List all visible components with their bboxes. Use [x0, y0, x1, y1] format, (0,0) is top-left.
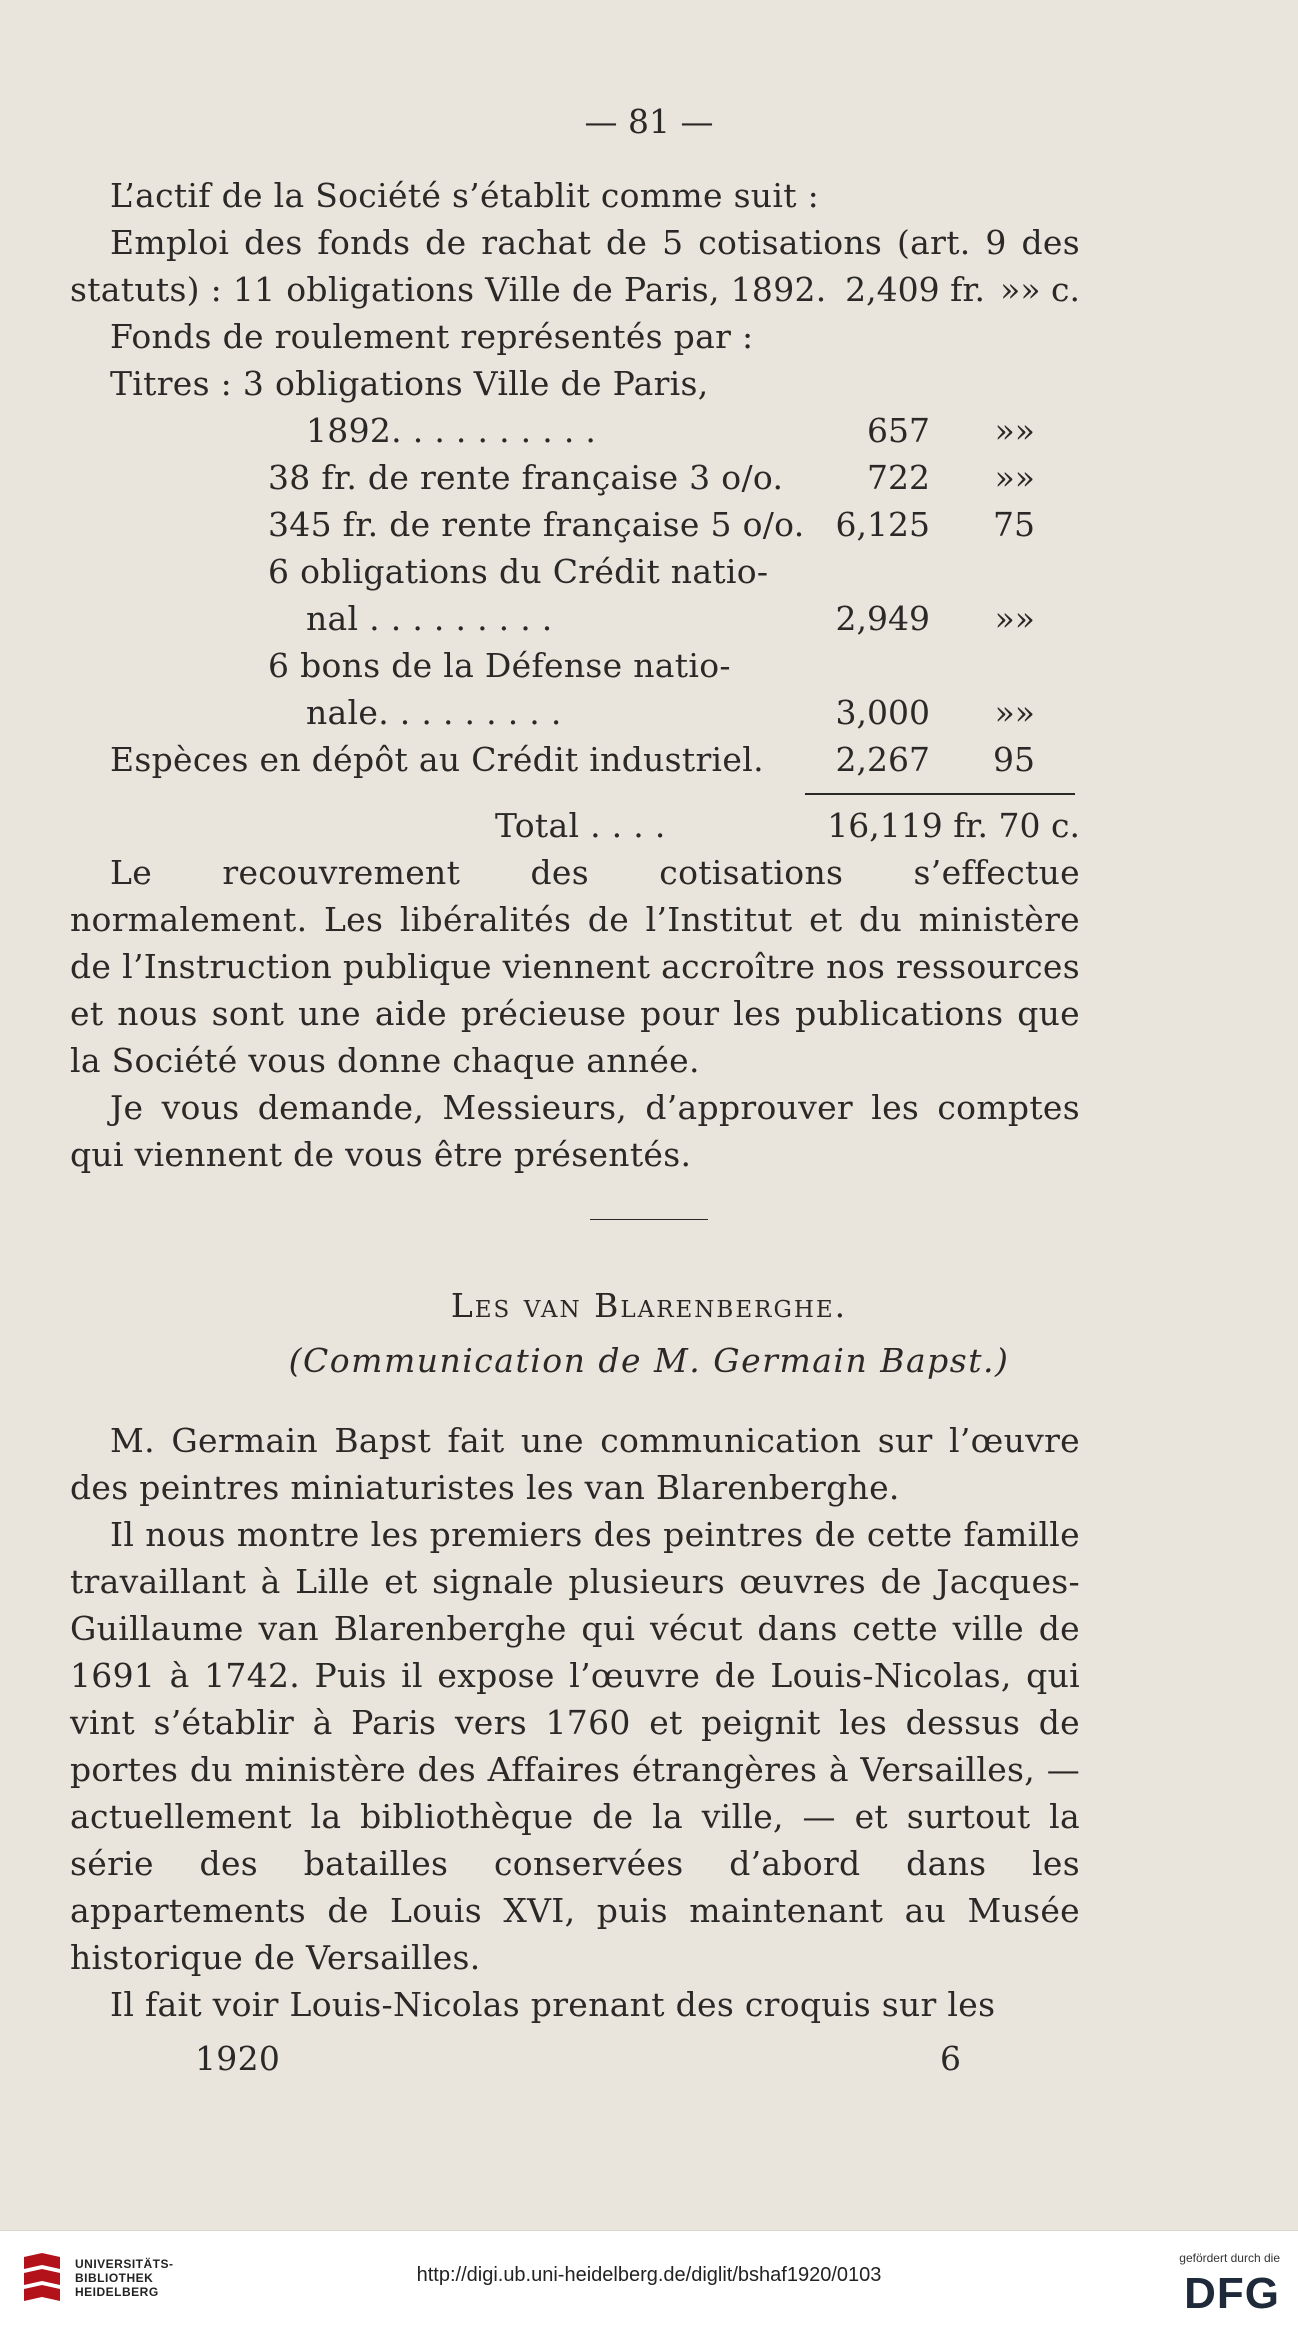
item-especes-cents: 95: [993, 740, 1035, 779]
total-label: Total . . . .: [495, 806, 666, 845]
university-name: UNIVERSITÄTS- BIBLIOTHEK HEIDELBERG: [75, 2257, 174, 2299]
signature-mark: 6: [940, 2039, 962, 2078]
item-credit-line-2: nal . . . . . . . . .: [306, 599, 553, 638]
permalink-url[interactable]: http://digi.ub.uni-heidelberg.de/diglit/bshaf1920/0103: [416, 2264, 882, 2286]
item-rente-3-label: 38 fr. de rente française 3 o/o.: [268, 458, 784, 497]
item-bons-cents: »»: [994, 693, 1035, 732]
item-rente-5-label: 345 fr. de rente française 5 o/o.: [268, 505, 805, 544]
item-credit-cents: »»: [994, 599, 1035, 638]
dfg-logo: DFG: [1184, 2269, 1280, 2318]
emploi-amount: 2,409 fr.: [845, 270, 985, 309]
item-especes-label: Espèces en dépôt au Crédit industriel.: [110, 740, 764, 779]
total-rule: [805, 793, 1075, 795]
item-titres-cents: »»: [994, 411, 1035, 450]
item-bons-amount: 3,000: [835, 693, 930, 732]
item-titres-line-2: 1892. . . . . . . . . .: [306, 411, 597, 450]
item-bons-line-1: 6 bons de la Défense natio-: [268, 646, 731, 685]
emploi-line-2: statuts) : 11 obligations Ville de Paris, 1892.: [70, 270, 827, 309]
section-subtitle: (Communication de M. Germain Bapst.): [288, 1341, 1010, 1380]
paragraph-croquis: Il fait voir Louis-Nicolas prenant des croquis sur les: [110, 1985, 996, 2024]
section-divider: [590, 1219, 708, 1220]
paragraph-peintres: Il nous montre les premiers des peintres de cette famille travaillant à Lille et signale plusieurs œuvres de Jacques-Guillaume van Blarenberghe qui vécut dans cette ville de 1691 à 1742. Puis il expose l’œuvre de Louis-Nicolas, qui vint s’établir à Paris vers 1760 et peignit les dessus de portes du ministère des Affaires étrangères à Versailles, — actuellement la bibliothèque de la ville, — et surtout la série des batailles conservées d’abord dans les appartements de Louis XVI, puis maintenant au Musée historique de Versailles.: [70, 1515, 1080, 1977]
emploi-line-1: Emploi des fonds de rachat de 5 cotisations (art. 9 des: [110, 223, 1080, 262]
paragraph-recouvrement: Le recouvrement des cotisations s’effectue normalement. Les libéralités de l’Institut et du ministère de l’Instruction publique viennent accroître nos ressources et nous sont une aide précieuse pour les publications que la Société vous donne chaque année.: [70, 853, 1080, 1080]
paragraph-approbation: Je vous demande, Messieurs, d’approuver les comptes qui viennent de vous être présentés.: [70, 1088, 1080, 1174]
item-rente-3-amount: 722: [867, 458, 930, 497]
paragraph-communication: M. Germain Bapst fait une communication sur l’œuvre des peintres miniaturistes les van Blarenberghe.: [70, 1421, 1080, 1507]
section-title: Les van Blarenberghe.: [450, 1286, 848, 1325]
item-credit-amount: 2,949: [835, 599, 930, 638]
item-titres-line-1: Titres : 3 obligations Ville de Paris,: [110, 364, 709, 403]
page-number: — 81 —: [584, 102, 714, 141]
item-rente-5-amount: 6,125: [835, 505, 930, 544]
fonds-label: Fonds de roulement représentés par :: [110, 317, 754, 356]
item-bons-line-2: nale. . . . . . . . .: [306, 693, 562, 732]
page-year: 1920: [195, 2039, 281, 2078]
emploi-cents: »» c.: [1000, 270, 1080, 309]
funding-note: gefördert durch die: [1179, 2251, 1280, 2265]
viewer-footer: [0, 2230, 1298, 2326]
item-rente-3-cents: »»: [994, 458, 1035, 497]
item-credit-line-1: 6 obligations du Crédit natio-: [268, 552, 769, 591]
total-amount: 16,119 fr. 70 c.: [827, 806, 1080, 845]
item-titres-amount: 657: [867, 411, 930, 450]
item-rente-5-cents: 75: [993, 505, 1035, 544]
item-especes-amount: 2,267: [835, 740, 930, 779]
accounts-intro: L’actif de la Société s’établit comme suit :: [110, 176, 819, 215]
